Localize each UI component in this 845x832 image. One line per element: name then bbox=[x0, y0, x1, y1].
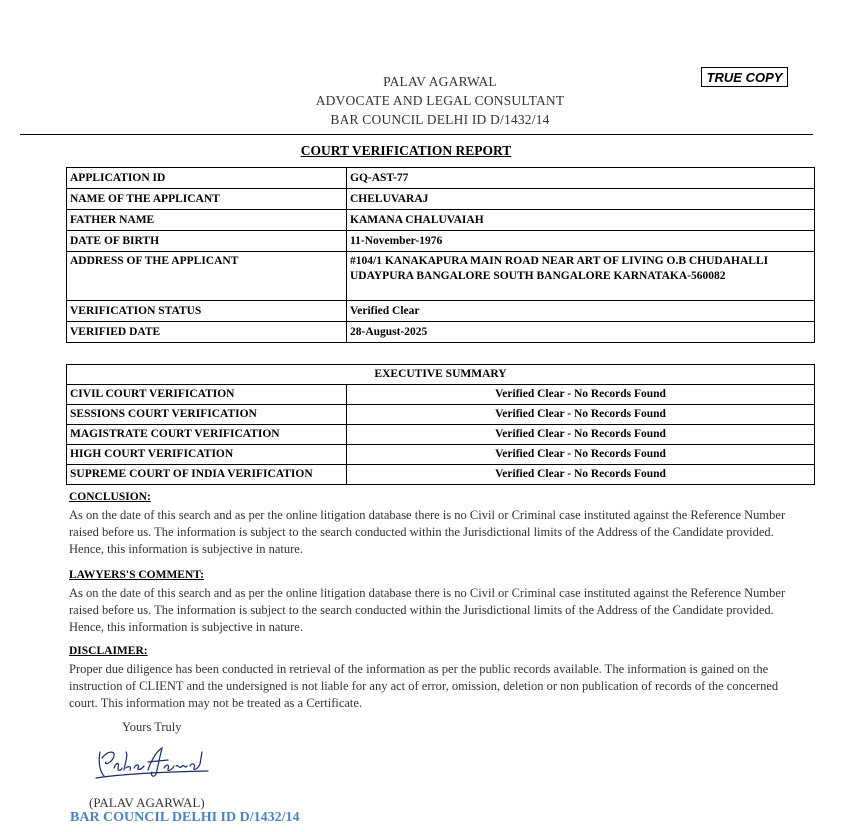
court-result: Verified Clear - No Records Found bbox=[347, 405, 815, 425]
advocate-name: PALAV AGARWAL bbox=[383, 74, 497, 89]
court-result: Verified Clear - No Records Found bbox=[347, 465, 815, 485]
table-row bbox=[67, 252, 815, 301]
signatory-registration: BAR COUNCIL DELHI ID D/1432/14 bbox=[70, 810, 300, 825]
court-label: CIVIL COURT VERIFICATION bbox=[67, 385, 347, 405]
conclusion-heading: CONCLUSION: bbox=[69, 491, 151, 503]
court-label: SESSIONS COURT VERIFICATION bbox=[67, 405, 347, 425]
court-result: Verified Clear - No Records Found bbox=[347, 425, 815, 445]
table-row bbox=[67, 385, 815, 405]
field-label: NAME OF THE APPLICANT bbox=[67, 189, 347, 210]
table-row bbox=[67, 405, 815, 425]
court-label: HIGH COURT VERIFICATION bbox=[67, 445, 347, 465]
signature-icon bbox=[92, 738, 212, 783]
conclusion-section bbox=[69, 489, 799, 558]
closing-line: Yours Truly bbox=[122, 720, 182, 734]
advocate-registration: BAR COUNCIL DELHI ID D/1432/14 bbox=[330, 112, 550, 127]
table-row bbox=[67, 301, 815, 322]
table-row bbox=[67, 465, 815, 485]
table-row bbox=[67, 445, 815, 465]
field-label: DATE OF BIRTH bbox=[67, 231, 347, 252]
table-row bbox=[67, 425, 815, 445]
field-value: CHELUVARAJ bbox=[347, 189, 815, 210]
court-result: Verified Clear - No Records Found bbox=[347, 445, 815, 465]
court-label: SUPREME COURT OF INDIA VERIFICATION bbox=[67, 465, 347, 485]
field-value: GQ-AST-77 bbox=[347, 168, 815, 189]
report-title: COURT VERIFICATION REPORT bbox=[300, 143, 512, 158]
header-divider bbox=[20, 134, 813, 135]
table-row bbox=[67, 189, 815, 210]
executive-summary-table bbox=[66, 364, 815, 485]
summary-title: EXECUTIVE SUMMARY bbox=[67, 365, 815, 385]
field-value: KAMANA CHALUVAIAH bbox=[347, 210, 815, 231]
disclaimer-text: Proper due diligence has been conducted in retrieval of the information as per the public records available. The information is gained on the instruction of CLIENT and the undersigned is not liable for any act of error, omission, deletion or non publication of records of the concerned court. This information may not be treated as a Certificate. bbox=[69, 662, 779, 710]
table-row bbox=[67, 322, 815, 343]
signatory-name: (PALAV AGARWAL) bbox=[89, 795, 205, 810]
field-value: 11-November-1976 bbox=[347, 231, 815, 252]
field-label: ADDRESS OF THE APPLICANT bbox=[67, 252, 347, 301]
true-copy-stamp: TRUE COPY bbox=[701, 67, 788, 87]
conclusion-text: As on the date of this search and as per the online litigation database there is no Civil or Criminal case instituted against the Reference Number raised before us. The information is subject to the search conducted within the Jurisdictional limits of the Address of the Candidate provided. Hence, this information is subjective in nature. bbox=[69, 508, 786, 556]
table-header-row bbox=[67, 365, 815, 385]
lawyer-comment-section bbox=[69, 567, 799, 636]
applicant-details-table bbox=[66, 167, 815, 343]
advocate-designation: ADVOCATE AND LEGAL CONSULTANT bbox=[315, 93, 565, 108]
field-label: FATHER NAME bbox=[67, 210, 347, 231]
table-row bbox=[67, 231, 815, 252]
court-label: MAGISTRATE COURT VERIFICATION bbox=[67, 425, 347, 445]
disclaimer-heading: DISCLAIMER: bbox=[69, 645, 148, 657]
table-row bbox=[67, 210, 815, 231]
lawyer-comment-text: As on the date of this search and as per the online litigation database there is no Civil or Criminal case instituted against the Reference Number raised before us. The information is subject to the search conducted within the Jurisdictional limits of the Address of the Candidate provided. Hence, this information is subjective in nature. bbox=[69, 586, 786, 634]
court-result: Verified Clear - No Records Found bbox=[347, 385, 815, 405]
field-value: Verified Clear bbox=[347, 301, 815, 322]
disclaimer-section bbox=[69, 643, 804, 712]
lawyer-comment-heading: LAWYERS'S COMMENT: bbox=[69, 569, 204, 581]
field-label: VERIFICATION STATUS bbox=[67, 301, 347, 322]
field-label: VERIFIED DATE bbox=[67, 322, 347, 343]
table-row bbox=[67, 168, 815, 189]
field-label: APPLICATION ID bbox=[67, 168, 347, 189]
field-value: 28-August-2025 bbox=[347, 322, 815, 343]
field-value: #104/1 KANAKAPURA MAIN ROAD NEAR ART OF LIVING O.B CHUDAHALLI UDAYPURA BANGALORE SOUTH BANGALORE KARNATAKA-560082 bbox=[347, 252, 815, 301]
